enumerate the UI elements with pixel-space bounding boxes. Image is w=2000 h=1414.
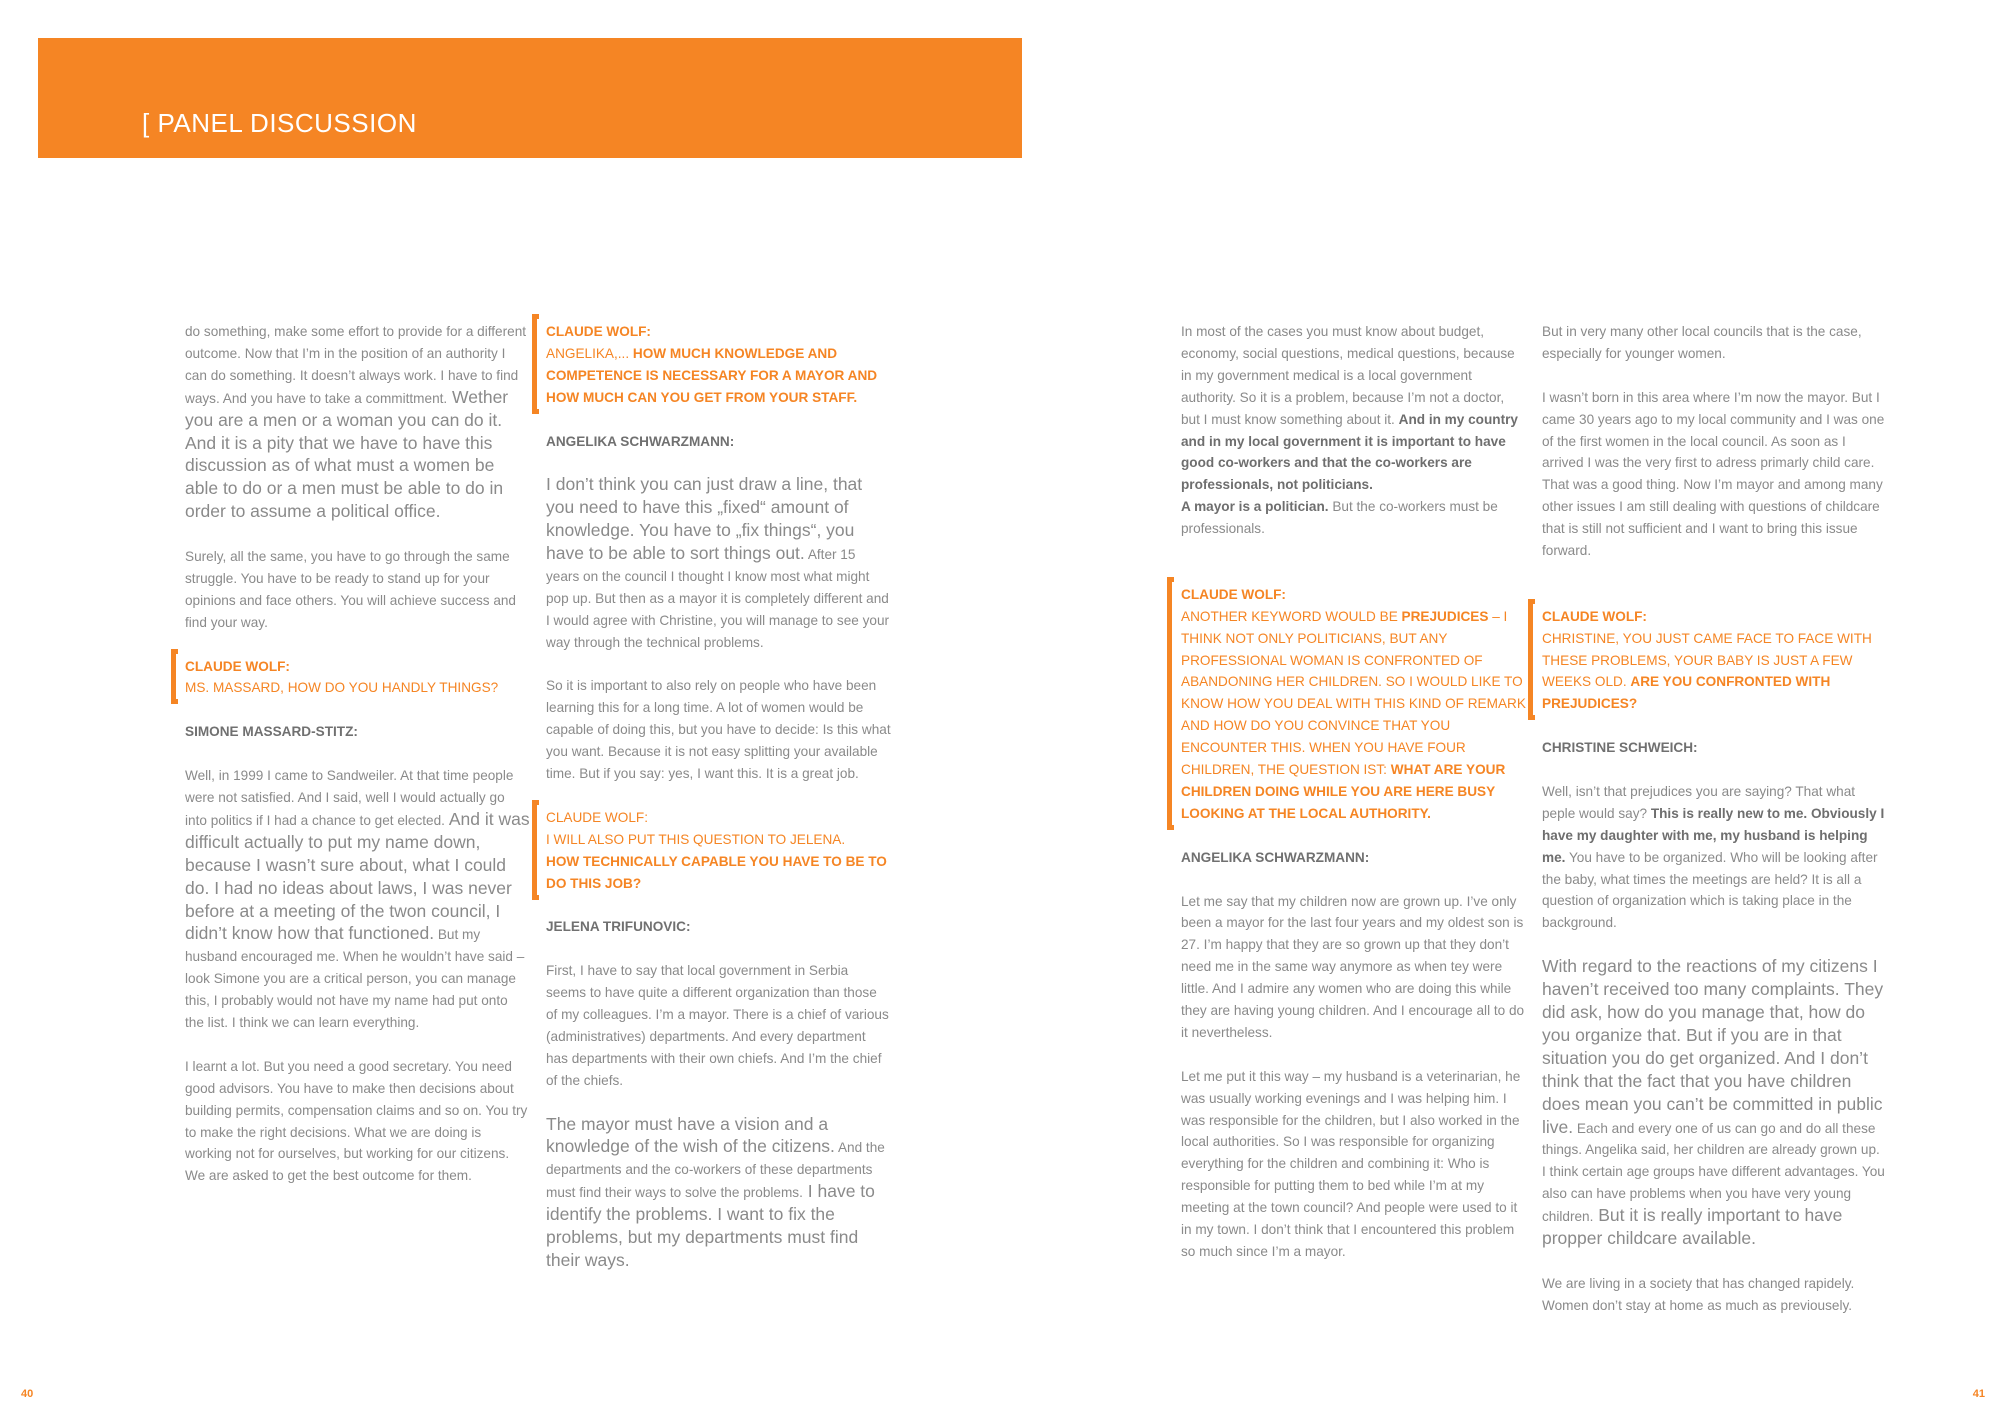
page-number-right: 41: [1972, 1388, 1985, 1400]
paragraph: Let me say that my children now are grown up. I’ve only been a mayor for the last four years and my oldest son is 27. I’m happy that they are so grown up that they don’t need me in the same way anymore as when tey were little. And I admire any women who are doing this while they are having young children. And I encourage all to do it nevertheless.: [1181, 893, 1525, 1040]
text-run: But the co-workers must be professionals.: [1181, 499, 1498, 537]
text-run-bold: And in my country and in my local government it is important to have good co-workers and that the co-workers are professionals, not politicians.: [1181, 411, 1518, 493]
text-run: After 15 years on the council I thought I know most what might pop up. But then as a mayor it is completely different and I would agree with Christine, you will manage to see your way through the technical problems.: [546, 547, 890, 650]
text-run: Each and every one of us can go and do all these things. Angelika said, her children are already grown up. I think certain age groups have different advantages. You also can have problems when you have very young children.: [1542, 1120, 1885, 1225]
text-run: Well, isn’t that prejudices you are saying? That what peple would say?: [1542, 783, 1856, 821]
question-text: [1181, 606, 1526, 825]
paragraph: Let me put it this way – my husband is a veterinarian, he was usually working evenings and I was helping him. I was responsible for the children, but I also worked in the local authorities. So I was responsible for organizing everything for the children and combining it: Who is responsible for putting them to bed while I’m at my meeting at the town council? And people were used to it in my town. I don’t think that I encountered this problem so much since I’m a mayor.: [1181, 1068, 1521, 1259]
column-2: [546, 321, 891, 1295]
page-number-left: 40: [21, 1388, 34, 1400]
question-text: I WILL ALSO PUT THIS QUESTION TO JELENA.: [546, 831, 846, 847]
question-speaker: CLAUDE WOLF:: [185, 658, 290, 674]
text-run-large: The mayor must have a vision and a knowledge of the wish of the citizens.: [546, 1113, 835, 1157]
question-text: [546, 343, 891, 409]
text-run: CHRISTINE, YOU JUST CAME FACE TO FACE WITH THESE PROBLEMS, YOUR BABY IS JUST A FEW WEEKS OLD.: [1542, 630, 1872, 690]
question-text: [1542, 628, 1887, 716]
header-banner: [38, 38, 1022, 158]
column-4: [1542, 321, 1887, 1339]
text-run: ANOTHER KEYWORD WOULD BE: [1181, 608, 1402, 624]
paragraph: But in very many other local councils that is the case, especially for younger women.: [1542, 324, 1862, 361]
text-run-large: I have to identify the problems. I want to fix the problems, but my departments must find their ways.: [546, 1181, 875, 1270]
paragraph: [185, 321, 530, 524]
paragraph: I wasn’t born in this area where I’m now the mayor. But I came 30 years ago to my local community and I was one of the first women in the local council. As soon as I arrived I was the very first to adress primarly child care. That was a good thing. Now I’m mayor and among many other issues I am still dealing with questions of childcare that is still not sufficient and I want to bring this issue forward.: [1542, 389, 1885, 559]
paragraph: [1181, 321, 1526, 540]
text-run: Well, in 1999 I came to Sandweiler. At that time people were not satisfied. And I said, well I would actually go into politics if I had a chance to get elected.: [185, 768, 514, 828]
paragraph: [546, 474, 891, 653]
text-run-bold: ARE YOU CONFRONTED WITH PREJUDICES?: [1542, 674, 1831, 712]
question-speaker: CLAUDE WOLF:: [1542, 608, 1647, 624]
paragraph: [1542, 956, 1887, 1251]
paragraph: First, I have to say that local government in Serbia seems to have quite a different organization than those of my colleagues. I’m a mayor. There is a chief of various (administratives) departments. And every department has departments with their own chiefs. And I’m the chief of the chiefs.: [546, 963, 889, 1088]
text-run-bold: PREJUDICES: [1401, 608, 1489, 624]
speaker-name: ANGELIKA SCHWARZMANN:: [1181, 849, 1370, 865]
question-text: MS. MASSARD, HOW DO YOU HANDLY THINGS?: [185, 680, 499, 696]
text-run: You have to be organized. Who will be looking after the baby, what times the meetings are held? It is all a question of organization which is taking place in the background.: [1542, 849, 1878, 931]
text-run-large: But it is really important to have propper childcare available.: [1542, 1205, 1843, 1249]
text-run-large: With regard to the reactions of my citizens I haven’t received too many complaints. They did ask, how do you manage that, how do you organize that. But if you are in that situation you do get organized. And I don’t think that the fact that you have children does mean you can’t be committed in public live.: [1542, 956, 1884, 1137]
text-run: In most of the cases you must know about budget, economy, social questions, medical questions, because in my government medical is a local government authority. So it is a problem, because I’m not a doctor, but I must know something about it.: [1181, 324, 1515, 427]
question-block: [546, 321, 891, 409]
paragraph: Surely, all the same, you have to go through the same struggle. You have to be ready to stand up for your opinions and face others. You will achieve success and find your way.: [185, 549, 516, 630]
speaker-name: CHRISTINE SCHWEICH:: [1542, 740, 1698, 756]
question-block: [1542, 606, 1887, 716]
paragraph: We are living in a society that has changed rapidely. Women don’t stay at home as much as previousely.: [1542, 1275, 1855, 1313]
question-text-bold: HOW TECHNICALLY CAPABLE YOU HAVE TO BE TO DO THIS JOB?: [546, 853, 887, 891]
text-run-bold: HOW MUCH KNOWLEDGE AND COMPETENCE IS NECESSARY FOR A MAYOR AND HOW MUCH CAN YOU GET FROM YOUR STAFF.: [546, 345, 878, 405]
paragraph: I learnt a lot. But you need a good secretary. You need good advisors. You have to make then decisions about building permits, compensation claims and so on. You try to make the right decisions. What we are doing is working not for ourselves, but working for our citizens. We are asked to get the best outcome for them.: [185, 1058, 528, 1184]
text-run: And the departments and the co-workers of these departments must find their ways to solve the problems.: [546, 1140, 885, 1201]
speaker-name: JELENA TRIFUNOVIC:: [546, 919, 691, 935]
text-run: But my husband encouraged me. When he wouldn’t have said – look Simone you are a critical person, you can manage this, I probably would not have my name had put onto the list. I think we can learn everything.: [185, 927, 525, 1031]
paragraph: [185, 765, 530, 1034]
paragraph: So it is important to also rely on people who have been learning this for a long time. A lot of women would be capable of doing this, but you have to decide: Is this what you want. Because it is not easy splitting your available time. But if you say: yes, I want this. It is a great job.: [546, 678, 891, 782]
text-run: do something, make some effort to provide for a different outcome. Now that I’m in the position of an authority I can do something. It doesn’t always work. I have to find ways. And you have to take a committment.: [185, 324, 527, 406]
question-block: [1181, 584, 1526, 825]
text-run: ANGELIKA,...: [546, 345, 633, 361]
text-run-large: Wether you are a men or a woman you can do it. And it is a pity that we have to have this discussion as of what must a women be able to do or a men must be able to do in order to assume a political office.: [185, 386, 509, 522]
speaker-name: SIMONE MASSARD-STITZ:: [185, 724, 358, 740]
text-run-large: I don’t think you can just draw a line, that you need to have this „fixed“ amount of knowledge. You have to „fix things“, you have to be able to sort things out.: [546, 474, 863, 564]
text-run-bold: This is really new to me. Obviously I have my daughter with me, my husband is helping me.: [1542, 805, 1885, 865]
text-run-large: And it was difficult actually to put my name down, because I wasn’t sure about, what I could do. I had no ideas about laws, I was never before at a meeting of the twon council, I didn’t know how that functioned.: [185, 808, 530, 944]
column-3: [1181, 321, 1526, 1285]
text-run-bold: A mayor is a politician.: [1181, 499, 1329, 515]
question-block: [185, 656, 530, 700]
text-run: – I THINK NOT ONLY POLITICIANS, BUT ANY PROFESSIONAL WOMAN IS CONFRONTED OF ABANDONING HER CHILDREN. SO I WOULD LIKE TO KNOW HOW YOU DEAL WITH THIS KIND OF REMARK AND HOW DO YOU CONVINCE THAT YOU ENCOUNTER THIS. WHEN YOU HAVE FOUR CHILDREN, THE QUESTION IST:: [1181, 608, 1526, 778]
question-speaker: CLAUDE WOLF:: [546, 324, 651, 339]
question-block: [546, 807, 891, 895]
paragraph: [1542, 781, 1887, 934]
column-1: [185, 321, 530, 1209]
paragraph: [546, 1114, 891, 1273]
question-speaker: CLAUDE WOLF:: [1181, 586, 1286, 602]
speaker-name: ANGELIKA SCHWARZMANN:: [546, 433, 735, 449]
question-speaker: CLAUDE WOLF:: [546, 809, 648, 825]
text-run-bold: WHAT ARE YOUR CHILDREN DOING WHILE YOU ARE HERE BUSY LOOKING AT THE LOCAL AUTHORITY.: [1181, 762, 1506, 821]
page-title: [ PANEL DISCUSSION: [142, 108, 417, 138]
